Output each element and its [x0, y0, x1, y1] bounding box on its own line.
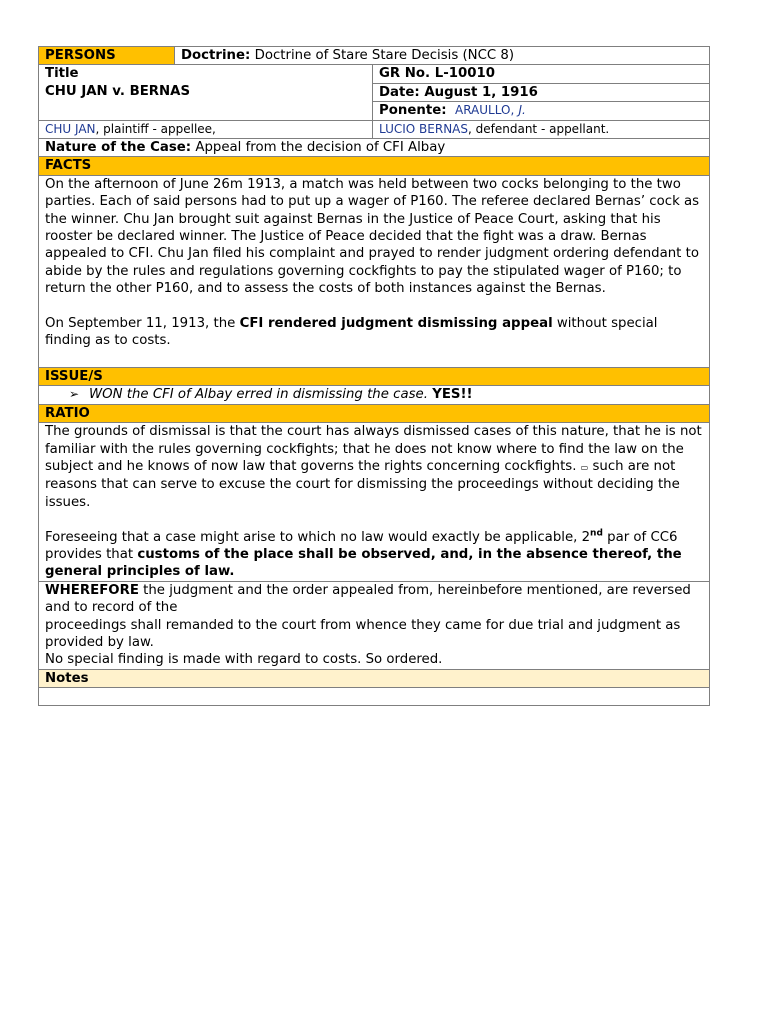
defendant-name[interactable]: LUCIO BERNAS: [379, 121, 469, 136]
placeholder-mark: ▭: [580, 462, 589, 472]
issues-heading: ISSUE/S: [39, 367, 710, 385]
ratio-body: [39, 423, 710, 582]
gr-number: GR No. L-10010: [373, 65, 710, 83]
persons-label: PERSONS: [39, 47, 175, 65]
case-title: CHU JAN v. BERNAS: [45, 83, 191, 99]
nature-cell: [39, 139, 710, 157]
dispositive-line-3: No special finding is made with regard to costs. So ordered.: [45, 652, 443, 668]
nature-label: Nature of the Case:: [45, 140, 192, 156]
decision-date: Date: August 1, 1916: [373, 83, 710, 101]
dispositive-line-1: WHEREFORE the judgment and the order appealed from, hereinbefore mentioned, are reversed and to record of the: [45, 582, 691, 616]
ponente-suffix: J.: [518, 103, 526, 118]
title-label: Title: [45, 66, 79, 82]
issue-item: [39, 386, 710, 404]
facts-body: [39, 175, 710, 367]
ratio-heading: RATIO: [39, 404, 710, 422]
title-cell: [39, 65, 373, 120]
facts-paragraph-1: On the afternoon of June 26m 1913, a match was held between two cocks belonging to the two parties. Each of said persons had to put up a wager of P160. The referee declared Bernas’ cock as the winner. Chu Jan brought suit against Bernas in the Justice of Peace Court, asking that his rooster be declared winner. The Justice of Peace decided that the fight was a draw. Bernas appealed to CFI. Chu Jan filed his complaint and prayed to render judgment ordering defendant to abide by the rules and regulations governing cockfights to pay the stipulated wager of P160; to return the other P160, and to assess the costs of both instances against the Bernas.: [45, 176, 700, 297]
issue-question: WON the CFI of Albay erred in dismissing the case.: [89, 387, 428, 403]
doctrine-label: Doctrine:: [181, 48, 251, 63]
ponente-cell: [373, 102, 710, 120]
ponente-label: Ponente:: [379, 103, 447, 119]
defendant-cell: [373, 120, 710, 138]
doctrine-value: Doctrine of Stare Stare Decisis (NCC 8): [254, 48, 515, 63]
ponente-name[interactable]: ARAULLO,: [455, 103, 515, 118]
case-digest-table: [38, 46, 710, 706]
doctrine-cell: [175, 47, 710, 65]
notes-content[interactable]: [39, 688, 710, 706]
issue-answer: YES!!: [432, 387, 473, 403]
nature-value: Appeal from the decision of CFI Albay: [195, 140, 446, 156]
plaintiff-cell: [39, 120, 373, 138]
plaintiff-name[interactable]: CHU JAN: [45, 121, 96, 136]
facts-paragraph-2: On September 11, 1913, the CFI rendered judgment dismissing appeal without special finding as to costs.: [45, 316, 658, 349]
dispositive-line-2: proceedings shall remanded to the court from whence they came for due trial and judgment as provided by law.: [45, 617, 681, 650]
ratio-paragraph-2: Foreseeing that a case might arise to which no law would exactly be applicable, 2nd par of CC6 provides that customs of the place shall be observed, and, in the absence thereof, the general principles of law.: [45, 528, 682, 580]
chevron-right-icon: ➢: [69, 387, 80, 402]
plaintiff-role: , plaintiff - appellee,: [95, 121, 216, 136]
facts-heading: FACTS: [39, 157, 710, 175]
dispositive-body: [39, 581, 710, 669]
ratio-paragraph-1: The grounds of dismissal is that the court has always dismissed cases of this nature, that he is not familiar with the rules governing cockfights; that he does not know where to find the law on the subject and he knows of now law that governs the rights concerning cockfights. ▭ such are not reasons that can serve to excuse the court for dismissing the proceedings without deciding the issues.: [45, 424, 702, 510]
notes-heading: Notes: [39, 669, 710, 687]
defendant-role: , defendant - appellant.: [468, 121, 610, 136]
